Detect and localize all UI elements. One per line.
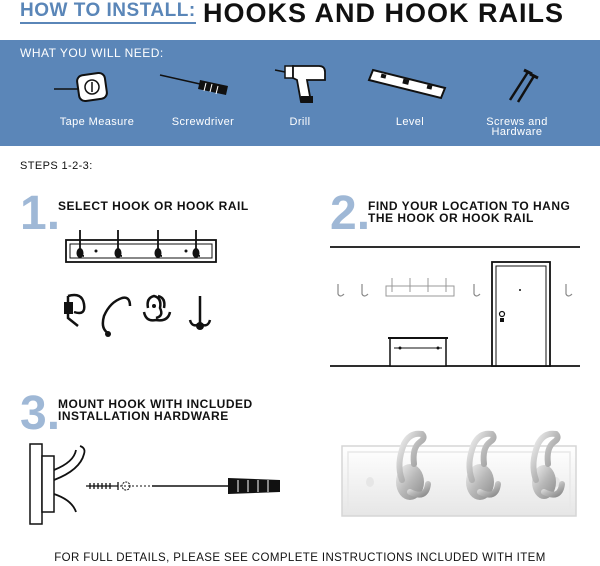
- screwdriver-icon: [148, 62, 258, 112]
- step-2-text: [368, 200, 570, 224]
- step-2-number: 2.: [330, 187, 371, 240]
- step-3-line: MOUNT HOOK WITH INCLUDED: [58, 397, 253, 411]
- hook-rail-product-image: [330, 424, 582, 526]
- step-2-line: FIND YOUR LOCATION TO HANG: [368, 199, 571, 213]
- drill-icon: [245, 62, 355, 112]
- screws-icon: [462, 62, 572, 112]
- hooks-illustration: [60, 226, 230, 356]
- tape-measure-icon: [42, 62, 152, 112]
- tool-label: Drill: [289, 116, 311, 128]
- tool-label: Tape Measure: [59, 116, 135, 128]
- tool-label: Screwdriver: [171, 116, 235, 128]
- step-1-text: SELECT HOOK OR HOOK RAIL: [58, 199, 249, 213]
- header: [0, 0, 600, 38]
- step-2-line: THE HOOK OR HOOK RAIL: [368, 211, 534, 225]
- room-wall-illustration: [330, 246, 582, 370]
- page-title: HOOKS AND HOOK RAILS: [203, 0, 565, 28]
- tool-level: [355, 62, 465, 146]
- tool-label: [462, 117, 572, 137]
- footer-note: FOR FULL DETAILS, PLEASE SEE COMPLETE INSTRUCTIONS INCLUDED WITH ITEM: [54, 552, 546, 564]
- tool-screws: [462, 62, 572, 146]
- steps-label: STEPS 1-2-3:: [20, 160, 93, 172]
- step-3-line: INSTALLATION HARDWARE: [58, 409, 229, 423]
- tools-panel: [0, 40, 600, 146]
- step-3-number: 3.: [20, 387, 61, 440]
- how-to-install-heading: HOW TO INSTALL:: [20, 1, 196, 24]
- step-3-text: [58, 398, 253, 422]
- step-1-number: 1.: [20, 187, 61, 240]
- tool-drill: [245, 62, 355, 146]
- tool-label: Level: [395, 116, 425, 128]
- tool-screwdriver: [148, 62, 258, 146]
- mounting-illustration: [22, 440, 284, 530]
- tool-label-line: Screws and: [486, 116, 548, 128]
- level-icon: [355, 62, 465, 112]
- tool-tape-measure: [42, 62, 152, 146]
- tool-label-line: Hardware: [491, 126, 543, 138]
- tools-panel-title: WHAT YOU WILL NEED:: [20, 46, 164, 60]
